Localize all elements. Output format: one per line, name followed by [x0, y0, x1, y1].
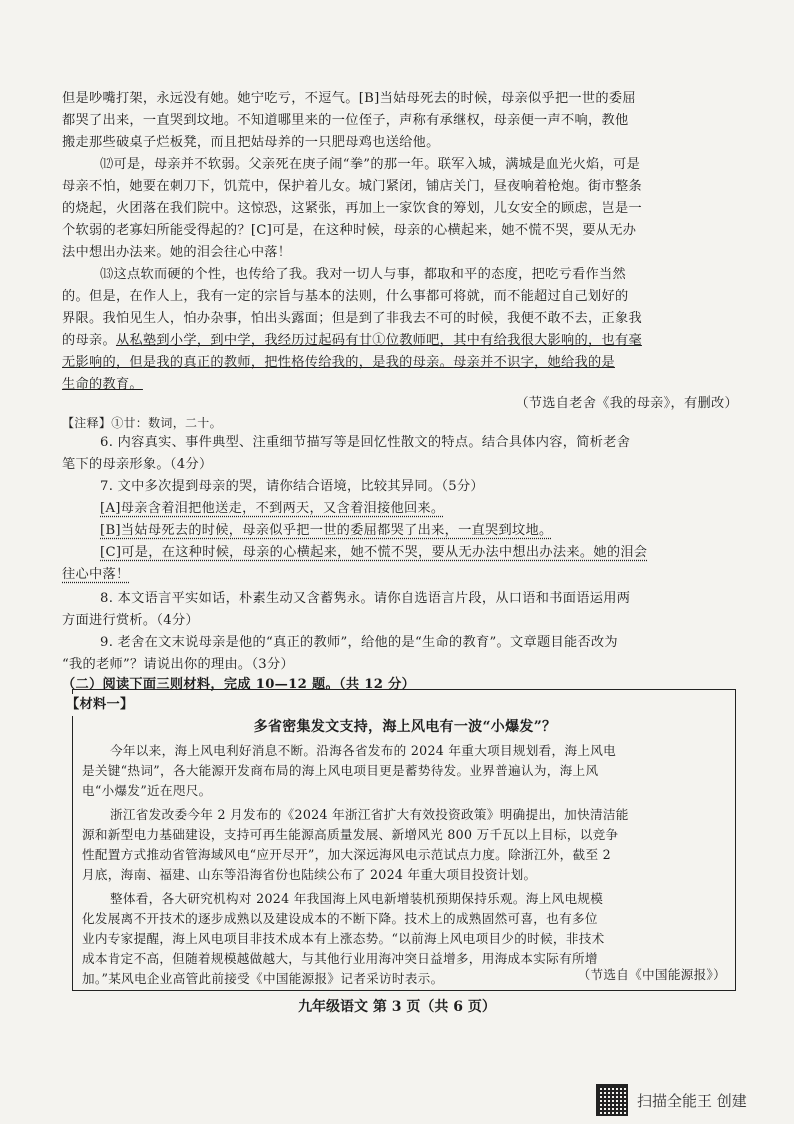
material-line: 化发展离不开技术的逐步成熟以及建设成本的不断下降。技术上的成熟固然可喜，也有多位	[82, 911, 598, 926]
scanner-watermark: 扫描全能王 创建	[637, 1092, 747, 1110]
passage-line: ⒀这点软而硬的个性，也传给了我。我对一切人与事，都取和平的态度，把吃亏看作当然	[100, 267, 627, 282]
passage-line: 个软弱的老寡妇所能受得起的？[C]可是，在这种时候，母亲的心横起来，她不慌不哭，要从无办	[62, 223, 637, 238]
passage-text: 的母亲。	[62, 333, 116, 348]
material-source: （节选自《中国能源报》）	[577, 967, 726, 982]
question-8-cont: 方面进行赏析。（4分）	[62, 613, 199, 628]
material-line: 今年以来，海上风电利好消息不断。沿海各省发布的 2024 年重大项目规划看，海上风电	[110, 743, 617, 758]
material-line: 电“小爆发”近在咫尺。	[82, 783, 212, 798]
passage-line	[62, 352, 738, 374]
page-footer: 九年级语文 第 3 页（共 6 页）	[298, 999, 496, 1015]
material-line: 整体看，各大研究机构对 2024 年我国海上风电新增装机预期保持乐观。海上风电规模	[110, 891, 604, 906]
quote-c: [C]可是，在这种时候，母亲的心横起来，她不慌不哭，要从无办法中想出办法来。她的泪会	[100, 545, 648, 560]
material-title: 多省密集发文支持，海上风电有一波“小爆发”？	[253, 719, 557, 735]
underlined-text: 生命的教育。	[62, 377, 143, 392]
section-heading: （二）阅读下面三则材料，完成 10—12 题。（共 12 分）	[62, 677, 416, 692]
question-8: 8. 本文语言平实如话，朴素生动又含蓄隽永。请你自选语言片段，从口语和书面语运用两	[100, 591, 631, 606]
question-9-cont: “我的老师”？请说出你的理由。（3分）	[62, 657, 294, 672]
passage-line: ⑿可是，母亲并不软弱。父亲死在庚子闹“拳”的那一年。联军入城，满城是血光火焰，可是	[100, 157, 641, 172]
passage-line: 母亲不怕，她要在刺刀下，饥荒中，保护着儿女。城门紧闭，铺店关门，昼夜响着枪炮。街市整条	[62, 179, 642, 194]
material-line: 加。”某风电企业高管此前接受《中国能源报》记者采访时表示。	[82, 971, 444, 986]
passage-line	[62, 330, 738, 352]
passage-line: 但是吵嘴打架，永远没有她。她宁吃亏，不逗气。[B]当姑母死去的时候，母亲似乎把一世的委屈	[62, 91, 636, 106]
material-line: 月底，海南、福建、山东等沿海省份也陆续公布了 2024 年重大项目投资计划。	[82, 867, 537, 882]
material-label: 【材料一】	[66, 694, 186, 716]
material-line: 源和新型电力基础建设，支持可再生能源高质量发展、新增风光 800 万千瓦以上目标，以竞争	[82, 827, 619, 842]
quote-b: [B]当姑母死去的时候，母亲似乎把一世的委屈都哭了出来，一直哭到坟地。	[100, 523, 553, 538]
material-line: 是关键“热词”，各大能源开发商布局的海上风电项目更是蓄势待发。业界普遍认为，海上风	[82, 763, 599, 778]
passage-source: （节选自老舍《我的母亲》，有删改）	[515, 396, 738, 411]
quote-c-cont: 往心中落！	[62, 567, 130, 582]
question-6: 6. 内容真实、事件典型、注重细节描写等是回忆性散文的特点。结合具体内容，简析老舍	[100, 435, 631, 450]
passage-line: 的。但是，在作人上，我有一定的宗旨与基本的法则，什么事都可将就，而不能超过自己划好的	[62, 289, 629, 304]
qr-code-icon	[596, 1084, 628, 1116]
passage-line: 都哭了出来，一直哭到坟地。不知道哪里来的一位侄子，声称有承继权，母亲便一声不响，教他	[62, 113, 629, 128]
passage-line: 的烧起，火团落在我们院中。这惊恐，这紧张，再加上一家饮食的筹划，儿女安全的顾虑，岂是一	[62, 201, 642, 216]
passage-line: 法中想出办法来。她的泪会往心中落！	[62, 245, 292, 260]
material-line: 成本肯定不高，但随着规模越做越大，与其他行业用海冲突日益增多，用海成本实际有所增	[82, 951, 598, 966]
question-9: 9. 老舍在文末说母亲是他的“真正的教师”，给他的是“生命的教育”。文章题目能否改为	[100, 635, 618, 650]
question-7: 7. 文中多次提到母亲的哭，请你结合语境，比较其异同。（5分）	[100, 479, 484, 494]
material-line: 浙江省发改委今年 2 月发布的《2024 年浙江省扩大有效投资政策》明确提出，加快清洁能	[110, 807, 629, 822]
question-6-cont: 笔下的母亲形象。（4分）	[62, 457, 213, 472]
underlined-text: 母亲并不识字，她给我的是	[453, 355, 615, 370]
material-line: 性配置方式推动省管海域风电“应开尽开”，加大深远海风电示范试点力度。除浙江外，截至 2	[82, 847, 611, 862]
underlined-text: 从私塾到小学，到中学，我经历过起码有廿①位教师吧，其中有给我很大影响的，也有毫	[115, 333, 642, 348]
passage-line: 界限。我怕见生人，怕办杂事，怕出头露面；但是到了非我去不可的时候，我便不敢不去，正象我	[62, 311, 642, 326]
material-line: 业内专家提醒，海上风电项目非技术成本有上涨态势。“以前海上风电项目少的时候，非技术	[82, 931, 605, 946]
underlined-text: 无影响的，但是我的真正的教师，把性格传给我的，是我的母亲。	[62, 355, 454, 370]
quote-a: [A]母亲含着泪把他送走，不到两天，又含着泪接他回来。	[100, 501, 445, 516]
annotation-note: 【注释】①廿：数词，二十。	[62, 416, 222, 430]
passage-line: 搬走那些破桌子烂板凳，而且把姑母养的一只肥母鸡也送给他。	[62, 135, 440, 150]
